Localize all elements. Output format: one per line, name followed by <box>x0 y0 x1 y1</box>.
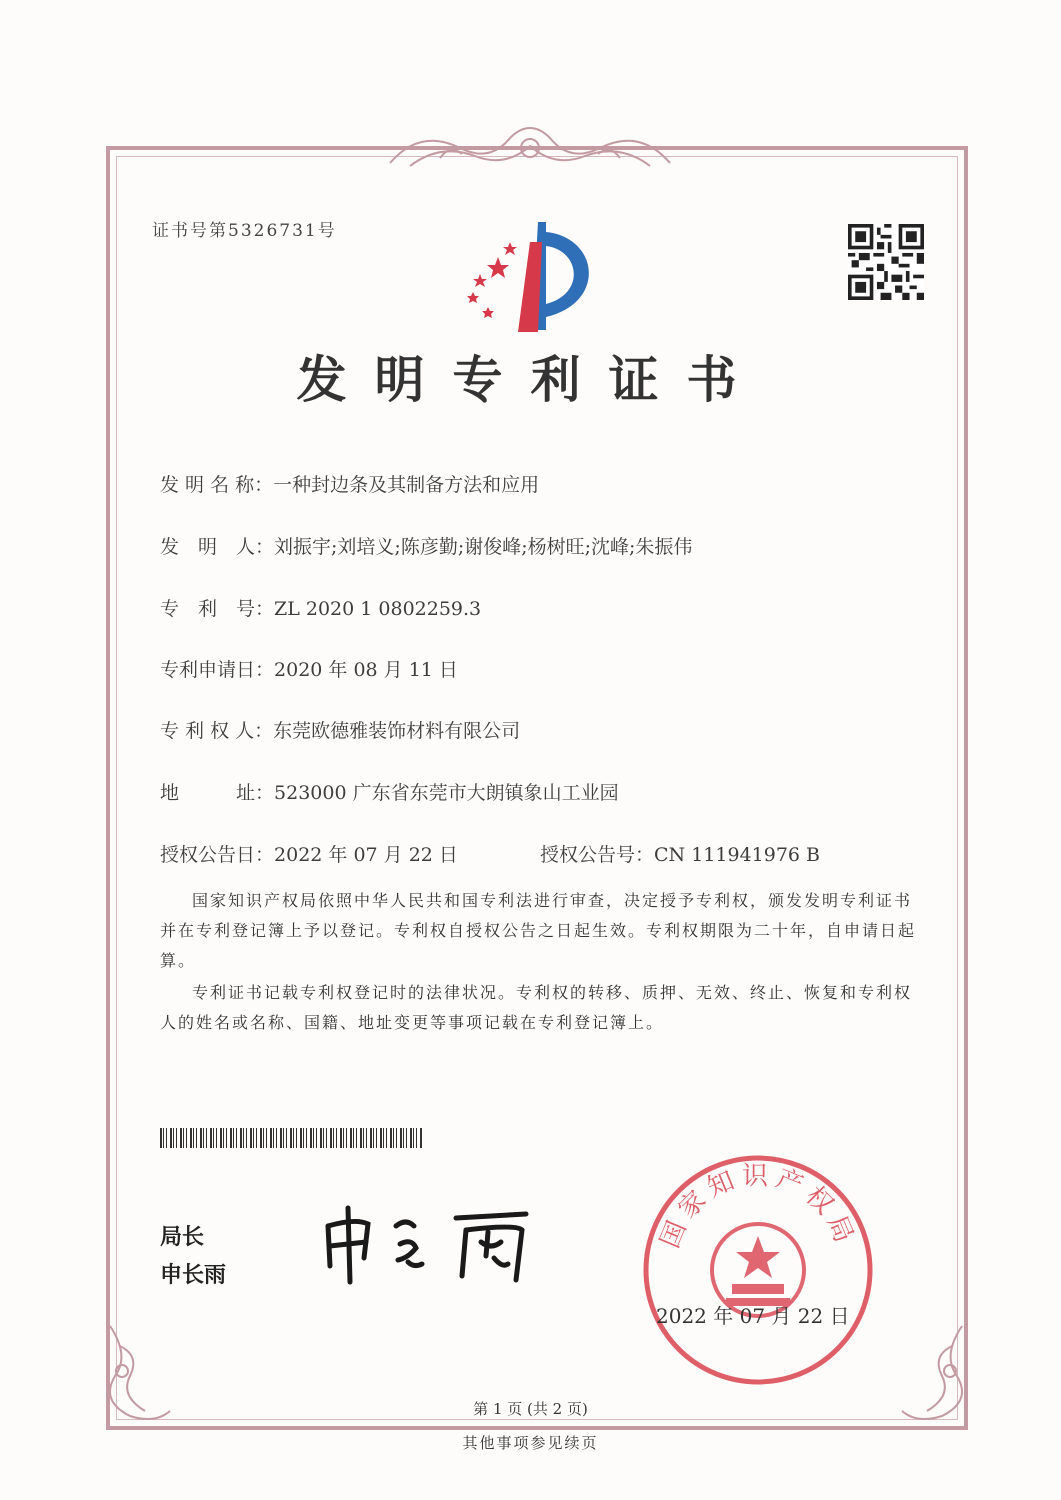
barcode-bar <box>283 1128 284 1148</box>
barcode-bar <box>176 1128 177 1148</box>
barcode-bar <box>313 1128 314 1148</box>
seal-text: 国家知识产权局 <box>654 1161 862 1253</box>
barcode-bar <box>243 1128 244 1148</box>
official-seal <box>640 1152 876 1388</box>
barcode-bar <box>376 1128 377 1148</box>
barcode-bar <box>336 1128 337 1148</box>
patentee-value: 东莞欧德雅装饰材料有限公司 <box>273 720 521 742</box>
patentee-label: 专 利 权 人： <box>160 720 274 742</box>
barcode-bar <box>330 1128 332 1148</box>
page-indicator: 第 1 页 (共 2 页) <box>473 1400 588 1418</box>
barcode-bar <box>263 1128 264 1148</box>
barcode-bar <box>373 1128 374 1148</box>
signatory-title: 局长 <box>160 1225 205 1250</box>
barcode-bar <box>396 1128 397 1148</box>
patent-no-label: 专 利 号： <box>160 598 275 620</box>
barcode-bar <box>213 1128 214 1148</box>
barcode-bar <box>323 1128 324 1148</box>
field-grant-no <box>540 840 820 867</box>
barcode-bar <box>296 1128 297 1148</box>
field-patent-no <box>160 594 481 621</box>
barcode-bar <box>333 1128 334 1148</box>
barcode-bar <box>306 1128 307 1148</box>
barcode-bar <box>193 1128 194 1148</box>
barcode-bar <box>390 1128 392 1148</box>
paragraph-grant-statement: 国家知识产权局依照中华人民共和国专利法进行审查，决定授予专利权，颁发发明专利证书并在专利登记簿上予以登记。专利权自授权公告之日起生效。专利权期限为二十年，自申请日起算。 <box>160 891 917 970</box>
barcode-bar <box>293 1128 294 1148</box>
barcode-bar <box>240 1128 242 1148</box>
barcode-bar <box>403 1128 404 1148</box>
application-date-label: 专利申请日： <box>160 659 275 681</box>
barcode-bar <box>326 1128 327 1148</box>
barcode-bar <box>386 1128 387 1148</box>
barcode-bar <box>320 1128 322 1148</box>
barcode-bar <box>226 1128 227 1148</box>
barcode-bar <box>316 1128 317 1148</box>
barcode-bar <box>413 1128 414 1148</box>
inventors-label: 发 明 人： <box>160 536 275 558</box>
barcode-bar <box>210 1128 212 1148</box>
field-inventors <box>160 532 692 559</box>
barcode-bar <box>246 1128 247 1148</box>
barcode-bar <box>233 1128 234 1148</box>
barcode-bar <box>343 1128 344 1148</box>
barcode-bar <box>350 1128 352 1148</box>
barcode-bar <box>183 1128 184 1148</box>
barcode-bar <box>206 1128 207 1148</box>
address-value: 523000 广东省东莞市大朗镇象山工业园 <box>274 782 619 804</box>
signatory-name: 申长雨 <box>160 1263 227 1288</box>
barcode-bar <box>236 1128 237 1148</box>
barcode-bar <box>203 1128 204 1148</box>
barcode-bar <box>173 1128 174 1148</box>
barcode-bar <box>223 1128 224 1148</box>
barcode-bar <box>346 1128 347 1148</box>
barcode-bar <box>416 1128 417 1148</box>
barcode-bar <box>410 1128 412 1148</box>
field-patentee <box>160 716 520 743</box>
barcode-bar <box>280 1128 282 1148</box>
seal-date: 2022 年 07 月 22 日 <box>656 1304 850 1328</box>
certificate-title: 发明专利证书 <box>296 350 765 409</box>
cnipa-logo <box>458 212 608 342</box>
barcode-bar <box>196 1128 197 1148</box>
application-date-value: 2020 年 08 月 11 日 <box>274 659 458 681</box>
barcode-bar <box>400 1128 402 1148</box>
field-application-date <box>160 655 458 682</box>
barcode-bar <box>266 1128 267 1148</box>
grant-no-value: CN 111941976 B <box>654 844 821 866</box>
barcode-bar <box>420 1128 422 1148</box>
barcode-bar <box>253 1128 254 1148</box>
barcode-bar <box>186 1128 187 1148</box>
barcode-bar <box>366 1128 367 1148</box>
barcode-bar <box>220 1128 222 1148</box>
barcode-bar <box>406 1128 407 1148</box>
qr-code <box>848 224 924 300</box>
barcode-bar <box>250 1128 252 1148</box>
barcode-bar <box>353 1128 354 1148</box>
barcode-bar <box>190 1128 192 1148</box>
barcode-bar <box>383 1128 384 1148</box>
barcode-bar <box>230 1128 232 1148</box>
barcode-bar <box>300 1128 302 1148</box>
barcode-bar <box>180 1128 182 1148</box>
field-address <box>160 778 619 805</box>
barcode-bar <box>393 1128 394 1148</box>
barcode-bar <box>310 1128 312 1148</box>
invention-name-value: 一种封边条及其制备方法和应用 <box>273 474 540 496</box>
barcode-bar <box>356 1128 357 1148</box>
patent-no-value: ZL 2020 1 0802259.3 <box>274 598 482 620</box>
top-ornament <box>380 118 680 178</box>
barcode-bar <box>276 1128 277 1148</box>
barcode-bar <box>303 1128 304 1148</box>
barcode-bar <box>166 1128 167 1148</box>
inventors-value: 刘振宇;刘培义;陈彦勤;谢俊峰;杨树旺;沈峰;朱振伟 <box>274 536 693 558</box>
barcode-bar <box>170 1128 172 1148</box>
barcode-bar <box>286 1128 287 1148</box>
continued-note: 其他事项参见续页 <box>462 1434 599 1452</box>
signature-image <box>316 1196 556 1286</box>
barcode-bar <box>370 1128 372 1148</box>
barcode-bar <box>340 1128 342 1148</box>
address-label: 地 址： <box>160 782 275 804</box>
paragraph-legal-status: 专利证书记载专利权登记时的法律状况。专利权的转移、质押、无效、终止、恢复和专利权人的姓名或名称、国籍、地址变更等事项记载在专利登记簿上。 <box>160 983 913 1032</box>
grant-no-label: 授权公告号： <box>540 844 655 866</box>
barcode-bar <box>290 1128 292 1148</box>
barcode-bar <box>270 1128 272 1148</box>
barcode-bar <box>260 1128 262 1148</box>
invention-name-label: 发 明 名 称： <box>160 474 274 496</box>
barcode-bar <box>273 1128 274 1148</box>
barcode <box>160 1128 422 1148</box>
barcode-bar <box>363 1128 364 1148</box>
barcode-bar <box>200 1128 202 1148</box>
barcode-bar <box>360 1128 362 1148</box>
field-invention-name <box>160 470 539 497</box>
barcode-bar <box>160 1128 162 1148</box>
field-grant-date <box>160 840 458 867</box>
barcode-bar <box>380 1128 382 1148</box>
grant-date-value: 2022 年 07 月 22 日 <box>274 844 458 866</box>
grant-date-label: 授权公告日： <box>160 844 275 866</box>
certificate-number: 证书号第5326731号 <box>152 221 337 241</box>
barcode-bar <box>163 1128 164 1148</box>
barcode-bar <box>256 1128 257 1148</box>
barcode-bar <box>216 1128 217 1148</box>
